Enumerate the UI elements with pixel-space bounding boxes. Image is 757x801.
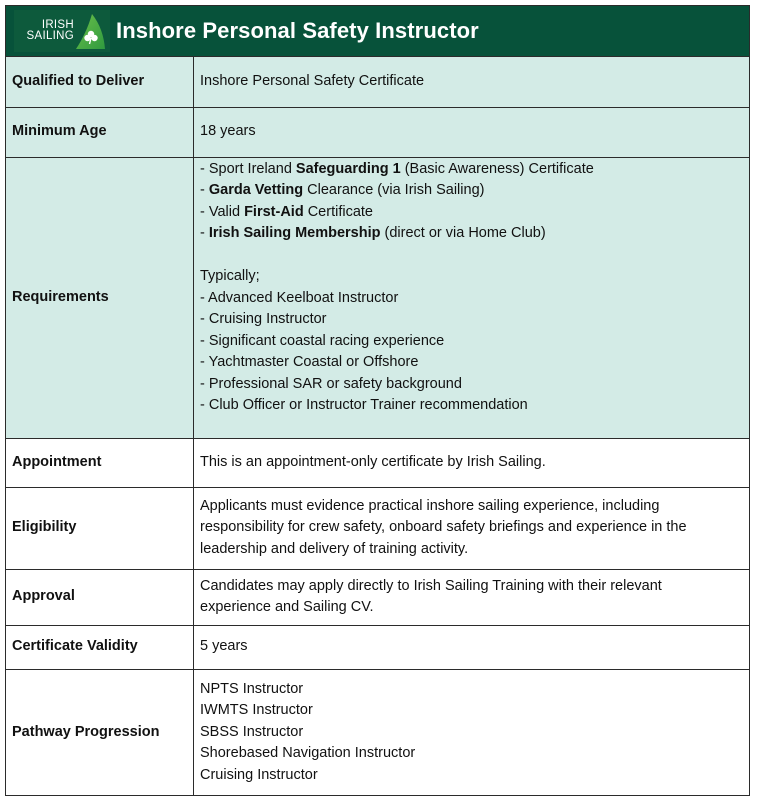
typical-item: - Significant coastal racing experience — [200, 332, 445, 349]
row-label: Qualified to Deliver — [6, 57, 194, 107]
text-line: Applicants must evidence practical inshore sailing experience, including — [200, 497, 660, 514]
typical-item: - Club Officer or Instructor Trainer recommendation — [200, 397, 528, 413]
table-row-pathway-progression — [6, 669, 749, 795]
row-label: Pathway Progression — [6, 669, 194, 795]
irish-sailing-logo — [14, 10, 110, 52]
spacer — [200, 245, 743, 267]
typical-item: - Cruising Instructor — [200, 311, 327, 327]
row-label: Eligibility — [6, 487, 194, 569]
qualification-card — [5, 5, 750, 796]
text-line: experience and Sailing CV. — [200, 599, 374, 615]
pathway-item: SBSS Instructor — [200, 723, 304, 740]
text-line: Candidates may apply directly to Irish Sailing Training with their relevant — [200, 577, 662, 594]
typical-item: - Yachtmaster Coastal or Offshore — [200, 354, 419, 370]
logo-line-2: SAILING — [26, 30, 74, 42]
qualification-table — [6, 57, 749, 795]
shamrock-sail-icon — [74, 12, 106, 50]
typically-label: Typically; — [200, 268, 260, 284]
pathway-list — [194, 669, 750, 795]
requirement-item: - Garda Vetting Clearance (via Irish Sailing) — [200, 182, 485, 198]
text-line: responsibility for crew safety, onboard safety briefings and experience in the — [200, 519, 687, 536]
requirements-list — [194, 157, 750, 438]
pathway-item: Cruising Instructor — [200, 766, 318, 783]
table-row-approval — [6, 569, 749, 625]
logo-line-1: IRISH — [41, 19, 74, 31]
pathway-item: Shorebased Navigation Instructor — [200, 745, 416, 761]
row-value: 5 years — [194, 625, 750, 669]
row-value: 18 years — [194, 107, 750, 157]
row-value — [194, 569, 750, 625]
table-row-certificate-validity — [6, 625, 749, 669]
row-label: Minimum Age — [6, 107, 194, 157]
table-row-minimum-age — [6, 107, 749, 157]
text-line: leadership and delivery of training activity. — [200, 540, 469, 557]
requirement-item: - Sport Ireland Safeguarding 1 (Basic Awareness) Certificate — [200, 160, 594, 177]
requirement-item: - Valid First-Aid Certificate — [200, 203, 373, 220]
table-row-appointment — [6, 438, 749, 487]
typical-item: - Professional SAR or safety background — [200, 375, 462, 392]
pathway-item: NPTS Instructor — [200, 680, 304, 697]
row-label: Approval — [6, 569, 194, 625]
table-row-eligibility — [6, 487, 749, 569]
pathway-item: IWMTS Instructor — [200, 702, 313, 718]
row-label: Appointment — [6, 438, 194, 487]
page-title: Inshore Personal Safety Instructor — [116, 18, 479, 43]
table-row-requirements — [6, 157, 749, 438]
row-value: This is an appointment-only certificate by Irish Sailing. — [194, 438, 750, 487]
row-label: Requirements — [6, 157, 194, 438]
typical-item: - Advanced Keelboat Instructor — [200, 289, 399, 306]
table-row-qualified-to-deliver — [6, 57, 749, 107]
row-value: Inshore Personal Safety Certificate — [194, 57, 750, 107]
row-value — [194, 487, 750, 569]
logo-text — [14, 20, 74, 42]
row-label: Certificate Validity — [6, 625, 194, 669]
requirement-item: - Irish Sailing Membership (direct or via Home Club) — [200, 225, 546, 241]
card-header — [6, 6, 749, 57]
